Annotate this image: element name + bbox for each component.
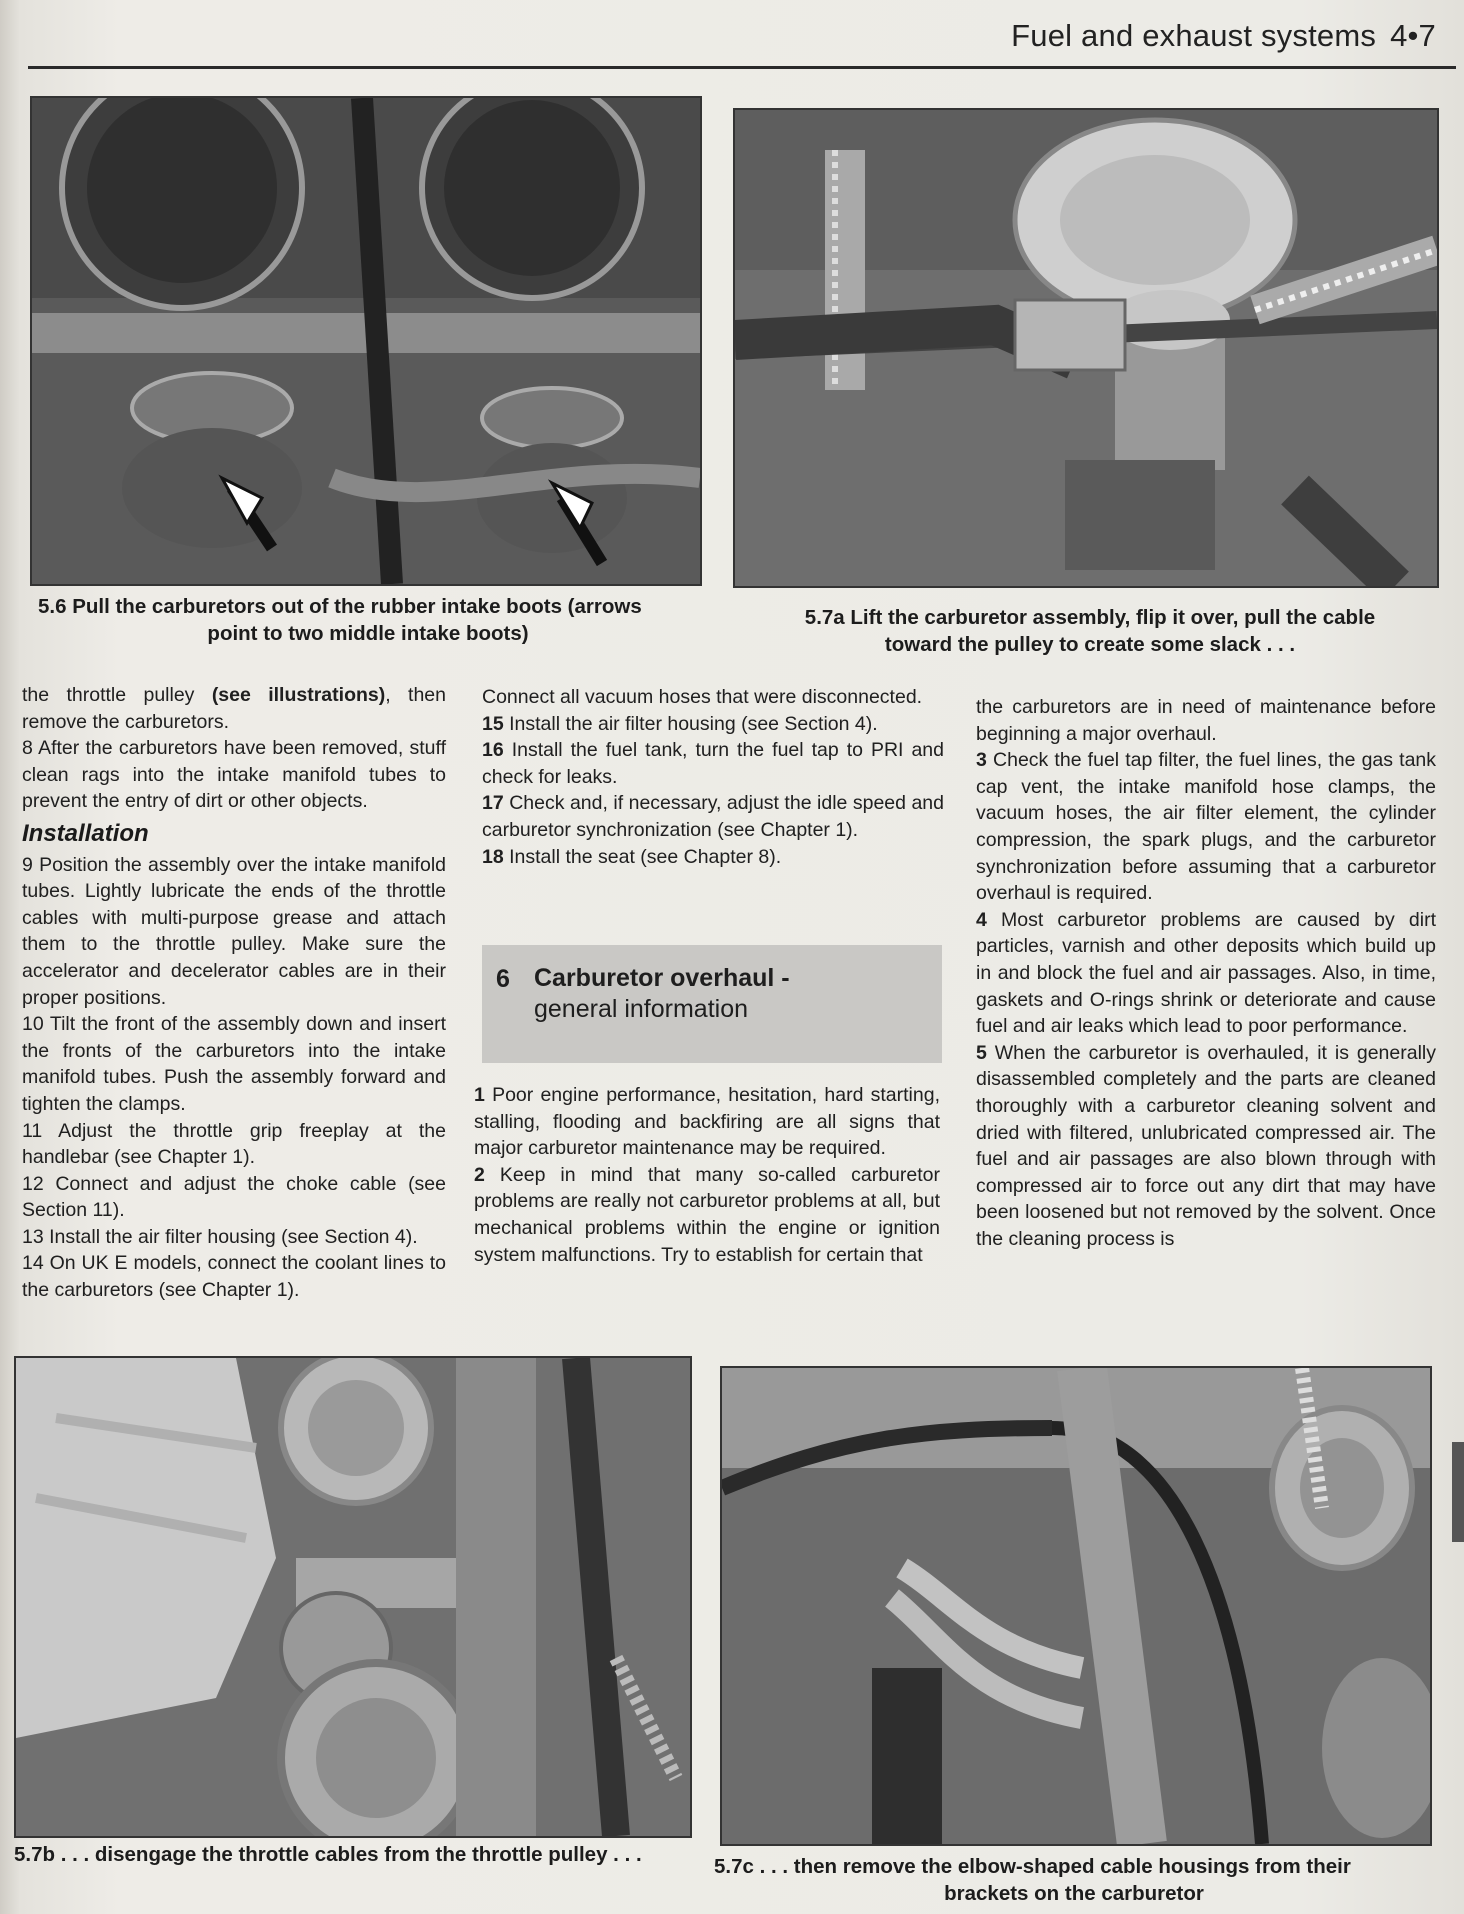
section-number: 6 (496, 965, 510, 993)
paragraph-10: 10 Tilt the front of the assembly down and insert the fronts of the carburetors into the intake manifold tubes. Push the assembly forward and tighten the clamps. (22, 1013, 446, 1115)
paragraph-18: 18 Install the seat (see Chapter 8). (482, 845, 782, 868)
paragraph-continued: the carburetors are in need of maintenance before beginning a major overhaul. (976, 696, 1436, 745)
running-header (1011, 18, 1436, 54)
text-column-3 (976, 694, 1436, 1252)
paragraph-16: 16 Install the fuel tank, turn the fuel tap to PRI and check for leaks. (482, 739, 944, 788)
paragraph-14: 14 On UK E models, connect the coolant lines to the carburetors (see Chapter 1). (22, 1252, 446, 1302)
paragraph-continued: Connect all vacuum hoses that were disconnected. (482, 686, 923, 708)
paragraph-5: 5 When the carburetor is overhauled, it is generally disassembled completely and the parts are cleaned thoroughly with a carburetor cleaning solvent and dried with filtered, unlubricated compressed air. The fuel and air passages are also blown through with compressed air to force out any dirt that may have been loosened but not removed by the solvent. Once the cleaning process is (976, 1041, 1436, 1250)
paragraph-12: 12 Connect and adjust the choke cable (see Section 11). (22, 1172, 447, 1222)
section-heading-box (482, 945, 942, 1063)
photo-5-6 (30, 96, 702, 586)
text-column-2 (482, 684, 944, 870)
paragraph-1: 1 Poor engine performance, hesitation, hard starting, stalling, flooding and backfiring are all signs that major carburetor maintenance may be required. (474, 1084, 940, 1160)
paragraph-17: 17 Check and, if necessary, adjust the idle speed and carburetor synchronization (see Chapter 1). (482, 792, 944, 841)
caption-line-2: brackets on the carburetor (944, 1882, 1204, 1905)
caption-5-7c (714, 1853, 1434, 1907)
photo-5-7c (720, 1366, 1432, 1846)
caption-line-1: . . . then remove the elbow-shaped cable housings from their (759, 1855, 1351, 1878)
figure-number: 5.7b (14, 1843, 56, 1866)
section-subtitle: general information (534, 995, 749, 1023)
paragraph-4: 4 Most carburetor problems are caused by dirt particles, varnish and other deposits which build up in and block the fuel and air passages. Also, in time, gaskets and O-rings shrink or deteriorate and cause fuel and air leaks which lead to poor performance. (976, 908, 1436, 1038)
heading-installation: Installation (22, 819, 149, 847)
paragraph-2: 2 Keep in mind that many so-called carburetor problems are really not carburetor problems at all, but mechanical problems within the engine or ignition system malfunctions. Try to establish for certain that (474, 1163, 940, 1266)
text-column-1 (22, 682, 446, 1304)
caption-5-7a (760, 604, 1420, 658)
figure-number: 5.7c (714, 1855, 754, 1878)
chapter-title: Fuel and exhaust systems (1011, 18, 1377, 53)
paragraph-11: 11 Adjust the throttle grip freeplay at the handlebar (see Chapter 1). (22, 1119, 446, 1169)
photo-5-7b (14, 1356, 692, 1838)
figure-number: 5.7a (804, 606, 845, 629)
paragraph-8: 8 After the carburetors have been removed, stuff clean rags into the intake manifold tubes to prevent the entry of dirt or other objects. (22, 737, 447, 813)
caption-5-7b (14, 1841, 694, 1868)
caption-line-1: . . . disengage the throttle cables from the throttle pulley . . . (60, 1843, 642, 1866)
paragraph-13: 13 Install the air filter housing (see Section 4). (22, 1225, 418, 1248)
caption-line-1: Lift the carburetor assembly, flip it over, pull the cable (850, 606, 1376, 629)
figure-number: 5.6 (38, 595, 67, 618)
header-rule (28, 66, 1456, 69)
page-edge-tab (1452, 1442, 1464, 1542)
paragraph-15: 15 Install the air filter housing (see Section 4). (482, 712, 878, 735)
photo-5-7a (733, 108, 1439, 588)
section-title: Carburetor overhaul - (534, 964, 790, 992)
text-column-2-lower (474, 1082, 940, 1268)
paragraph-9: 9 Position the assembly over the intake manifold tubes. Lightly lubricate the ends of the throttle cables with multi-purpose grease and attach them to the throttle pulley. Make sure the accelerator and decelerator cables are in their proper positions. (22, 853, 446, 1009)
caption-5-6 (38, 593, 698, 647)
caption-line-1: Pull the carburetors out of the rubber intake boots (arrows (72, 595, 642, 618)
caption-line-2: toward the pulley to create some slack . . . (884, 633, 1296, 656)
caption-line-2: point to two middle intake boots) (207, 622, 529, 645)
page-number: 4•7 (1390, 18, 1436, 53)
paragraph-continued: the throttle pulley (see illustrations), then remove the carburetors. (22, 684, 446, 733)
paragraph-3: 3 Check the fuel tap filter, the fuel lines, the gas tank cap vent, the intake manifold hose clamps, the vacuum hoses, the air filter element, the cylinder compression, the spark plugs, and the carburetor synchronization before assuming that a carburetor overhaul is required. (976, 749, 1437, 905)
